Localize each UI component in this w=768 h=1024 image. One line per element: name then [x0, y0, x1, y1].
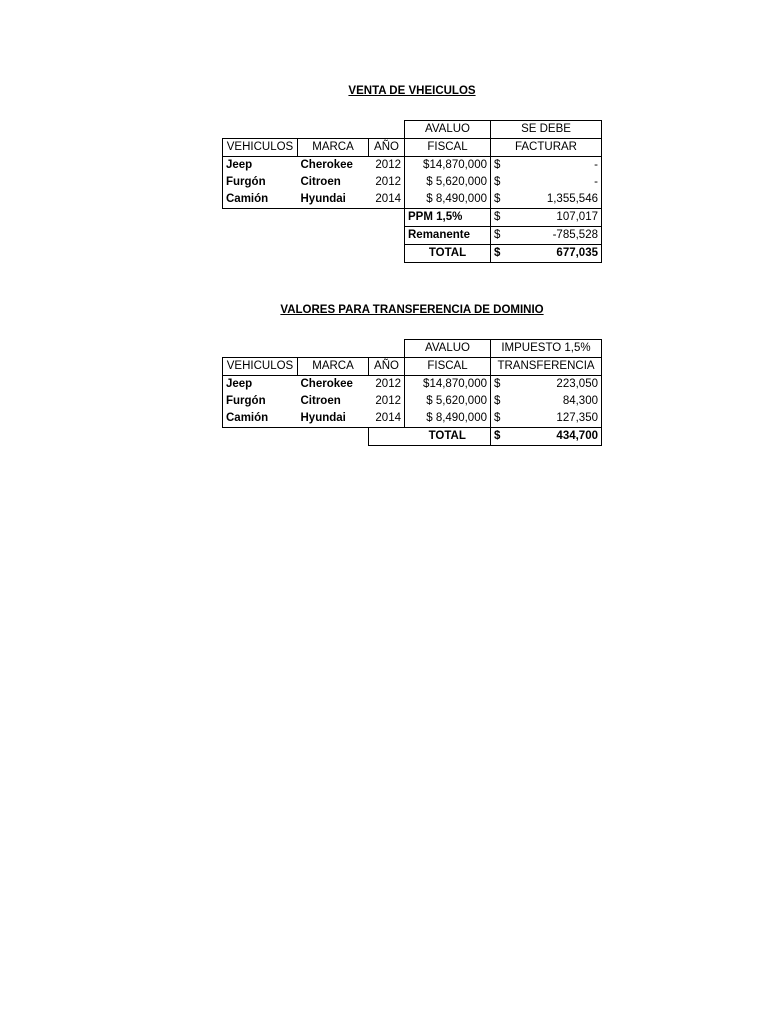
anio-header: AÑO	[369, 358, 405, 376]
ppm-amount: 107,017	[556, 211, 598, 223]
ppm-value	[491, 209, 602, 227]
vehiculos-header: VEHICULOS	[223, 358, 298, 376]
valor-amount: 223,050	[556, 378, 598, 390]
currency-sign: $	[494, 378, 501, 390]
valor-cell	[491, 174, 602, 191]
marca-cell: Cherokee	[300, 378, 353, 390]
anio-header: AÑO	[369, 139, 405, 157]
avaluo-cell: $ 8,490,000	[405, 410, 491, 428]
total-value	[491, 428, 602, 446]
total-row	[223, 428, 602, 446]
marca-cell: Cherokee	[300, 159, 353, 171]
valor-cell	[491, 393, 602, 410]
currency-sign: $	[494, 247, 501, 259]
table-row	[223, 376, 602, 394]
valor-cell	[491, 157, 602, 175]
anio-cell: 2012	[369, 376, 405, 394]
marca-cell: Hyundai	[298, 410, 369, 428]
valor-amount: -	[594, 159, 598, 171]
venta-table	[222, 120, 602, 263]
marca-cell: Citroen	[300, 395, 341, 407]
transferencia-header-row-2	[223, 358, 602, 376]
vehiculo-cell: Jeep	[223, 376, 298, 394]
valor-cell	[491, 410, 602, 428]
avaluo-header: AVALUO	[405, 340, 491, 358]
vehiculo-cell: Camión	[223, 191, 298, 209]
vehiculo-cell: Camión	[223, 410, 298, 428]
currency-sign: $	[494, 211, 501, 223]
impuesto-header: IMPUESTO 1,5%	[491, 340, 602, 358]
facturar-header: FACTURAR	[491, 139, 602, 157]
se-debe-header: SE DEBE	[491, 121, 602, 139]
avaluo-cell: $ 8,490,000	[405, 191, 491, 209]
currency-sign: $	[494, 159, 501, 171]
total-amount: 434,700	[556, 430, 598, 442]
table-row	[223, 157, 602, 175]
valor-cell	[491, 376, 602, 394]
valor-amount: 1,355,546	[546, 193, 598, 205]
marca-cell: Hyundai	[298, 191, 369, 209]
fiscal-header: FISCAL	[405, 139, 491, 157]
avaluo-cell: $ 5,620,000	[405, 174, 491, 191]
anio-cell: 2014	[369, 410, 405, 428]
remanente-value	[491, 227, 602, 245]
venta-title: VENTA DE VHEICULOS	[348, 85, 476, 97]
ppm-row	[223, 209, 602, 227]
vehiculo-cell: Jeep	[223, 157, 298, 175]
venta-header-row-1	[223, 121, 602, 139]
total-label: TOTAL	[405, 428, 491, 446]
transferencia-header: TRANSFERENCIA	[491, 358, 602, 376]
vehiculos-header: VEHICULOS	[223, 139, 298, 157]
total-amount: 677,035	[556, 247, 598, 259]
currency-sign: $	[494, 229, 501, 241]
remanente-amount: -785,528	[552, 229, 598, 241]
valor-amount: -	[594, 176, 598, 188]
valor-cell	[491, 191, 602, 209]
avaluo-cell: $ 5,620,000	[405, 393, 491, 410]
avaluo-cell: $14,870,000	[405, 157, 491, 175]
total-value	[491, 245, 602, 263]
venta-header-row-2	[223, 139, 602, 157]
total-row	[223, 245, 602, 263]
avaluo-header: AVALUO	[405, 121, 491, 139]
transferencia-table	[222, 339, 602, 446]
table-row	[223, 174, 602, 191]
currency-sign: $	[494, 193, 501, 205]
anio-cell: 2014	[369, 191, 405, 209]
currency-sign: $	[494, 412, 501, 424]
fiscal-header: FISCAL	[405, 358, 491, 376]
transferencia-title: VALORES PARA TRANSFERENCIA DE DOMINIO	[280, 304, 544, 316]
vehiculo-cell: Furgón	[223, 393, 298, 410]
valor-amount: 127,350	[556, 412, 598, 424]
table-row	[223, 410, 602, 428]
marca-cell: Citroen	[300, 176, 341, 188]
avaluo-cell: $14,870,000	[405, 376, 491, 394]
anio-cell: 2012	[369, 393, 405, 410]
currency-sign: $	[494, 176, 501, 188]
total-label: TOTAL	[405, 245, 491, 263]
table-row	[223, 191, 602, 209]
currency-sign: $	[494, 430, 501, 442]
marca-header: MARCA	[298, 139, 369, 157]
ppm-label: PPM 1,5%	[405, 209, 491, 227]
anio-cell: 2012	[369, 157, 405, 175]
marca-header: MARCA	[298, 358, 369, 376]
anio-cell: 2012	[369, 174, 405, 191]
remanente-row	[223, 227, 602, 245]
remanente-label: Remanente	[405, 227, 491, 245]
transferencia-header-row-1	[223, 340, 602, 358]
valor-amount: 84,300	[562, 395, 598, 407]
table-row	[223, 393, 602, 410]
vehiculo-cell: Furgón	[223, 174, 298, 191]
currency-sign: $	[494, 395, 501, 407]
